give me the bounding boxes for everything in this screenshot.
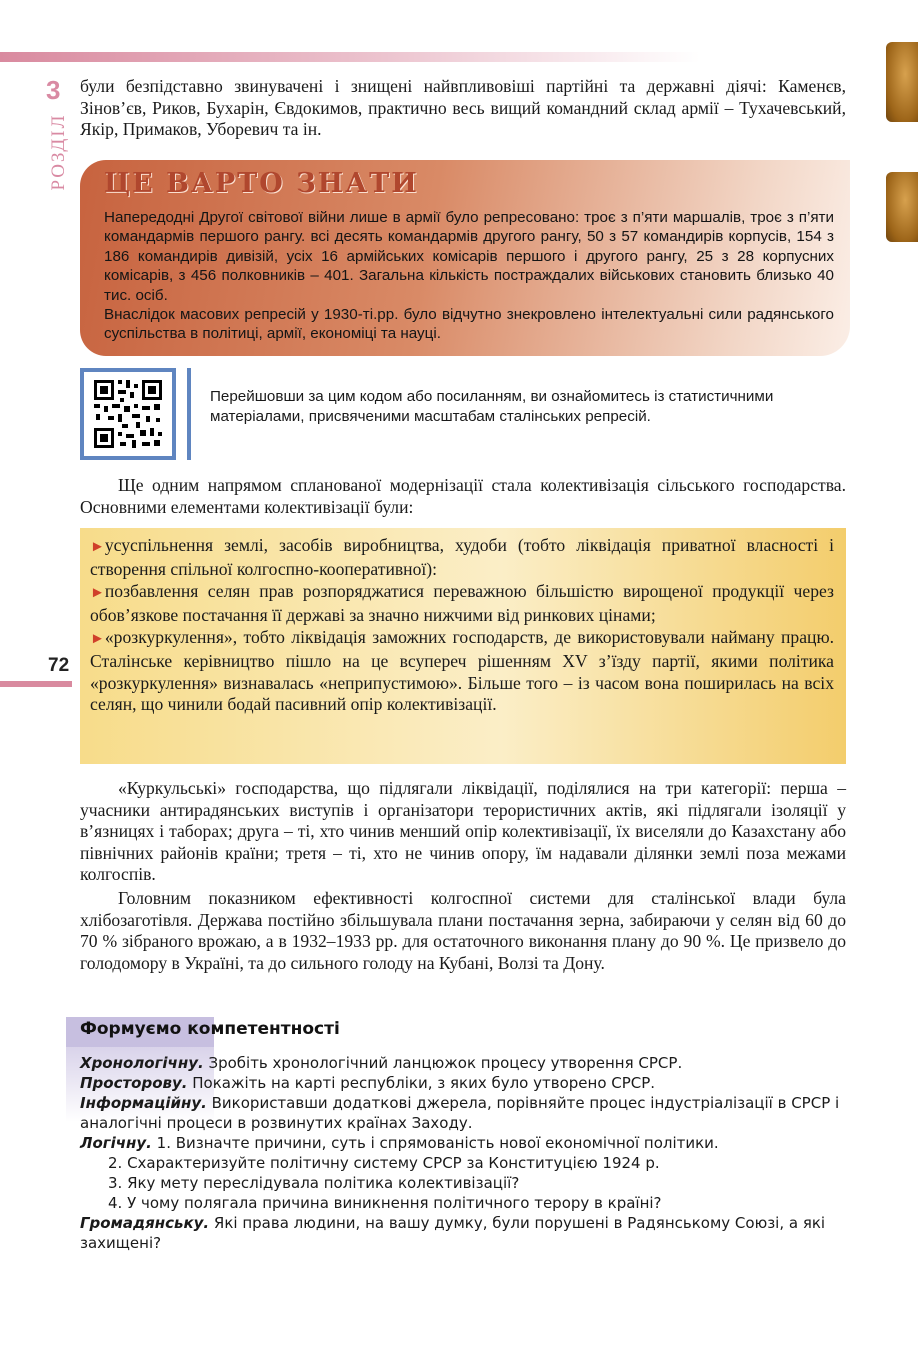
triangle-bullet-icon: ►	[90, 631, 105, 648]
qr-description: Перейшовши за цим кодом або посиланням, ви ознайомитесь із статистичними матеріалами, присвяченими масштабам сталінських репресій.	[210, 388, 774, 425]
qr-code-icon[interactable]	[92, 378, 164, 450]
competency-civic	[80, 1213, 850, 1253]
competency-spatial	[80, 1073, 850, 1093]
note-text-consequences: Внаслідок масових репресій у 1930-ті.рр. було відчутно знекровлено інтелектуальні сили радянського суспільства в політиці, армії, економіці та науці.	[104, 306, 834, 343]
list-item	[90, 627, 834, 715]
note-title: ЦЕ ВАРТО ЗНАТИ	[104, 168, 419, 199]
competency-logical-item: 4. У чому полягала причина виникнення політичного терору в країні?	[108, 1194, 662, 1212]
competency-label: Громадянську.	[80, 1214, 210, 1232]
competency-label: Хронологічну.	[80, 1054, 204, 1072]
competency-chronological	[80, 1053, 850, 1073]
header-decoration-bar	[0, 52, 700, 62]
grain-paragraph: Головним показником ефективності колгоспної системи для сталінської влади була хлібозаготівля. Держава постійно збільшувала плани постачання зерна, забираючи у селян від 60 до 70 % зібраного врожаю, а в 1932–1933 рр. для остаточного виконання плану до 90 %. Це призвело до голодомору в Україні, та до сильного голоду на Кубані, Волзі та Дону.	[80, 888, 846, 973]
section-number: 3	[46, 75, 61, 105]
page-number-bar	[0, 681, 72, 687]
competency-task: Покажіть на карті республіки, з яких було утворено СРСР.	[187, 1074, 656, 1092]
competency-task: Які права людини, на вашу думку, були порушені в Радянському Союзі, а які захищені?	[80, 1214, 826, 1252]
parchment-decoration-top	[886, 42, 918, 122]
list-item	[90, 581, 834, 626]
intro-paragraph: були безпідставно звинувачені і знищені найвпливовіші партійні та державні діячі: Каменєв, Зінов’єв, Риков, Бухарін, Євдокимов, практично весь вищий командний склад армії – Тухачевський, Якір, Примаков, Уборевич та ін.	[80, 76, 846, 140]
page-number	[0, 655, 72, 685]
competency-label: Просторову.	[80, 1074, 188, 1092]
competency-task: Використавши додаткові джерела, порівняйте процес індустріалізації в СРСР і аналогічні процеси в розвинутих країнах Заходу.	[80, 1094, 840, 1132]
section-word: РОЗДІЛ	[48, 113, 69, 191]
list-item	[90, 535, 834, 580]
competency-logical-item: 2. Схарактеризуйте політичну систему СРСР за Конституцією 1924 р.	[108, 1154, 660, 1172]
section-label	[44, 75, 76, 191]
competency-task: 1. Визначте причини, суть і спрямованість нової економічної політики.	[151, 1134, 719, 1152]
list-item-text: усуспільнення землі, засобів виробництва, худоби (тобто ліквідація приватної власності і створення спільної колгоспно-кооперативної):	[90, 535, 834, 579]
competency-informational	[80, 1093, 850, 1133]
competency-label: Логічну.	[80, 1134, 152, 1152]
triangle-bullet-icon: ►	[90, 539, 105, 555]
collectivization-elements-list	[90, 535, 834, 717]
competencies-heading: Формуємо компетентності	[80, 1019, 340, 1039]
list-item-text: «розкуркулення», тобто ліквідація заможних господарств, де використовували найману працю. Сталінське керівництво пішло на це всупереч рішенням XV з’їзду партії, якими політика «розкуркулення» визнавалась «неприпустимою». Більше того – із часом вона поширилась на всіх селян, що чинили бодай пасивний опір колективізації.	[90, 627, 834, 715]
note-text	[104, 208, 834, 344]
competency-logical-item: 3. Яку мету переслідувала політика колективізації?	[108, 1174, 520, 1192]
parchment-decoration-bottom	[886, 172, 918, 242]
note-text-repressions: Напередодні Другої світової війни лише в армії було репресовано: троє з п’яти маршалів, троє з п’яти командармів першого рангу. всі десять командармів другого рангу, 50 з 57 командирів корпусів, 154 з 186 командирів дивізій, усіх 16 армійських комісарів першого і другого рангу, 25 з 28 корпусних комісарів, з 456 полковників – 401. Загальна кількість постраждалих військових становить близько 40 тис. осіб.	[104, 209, 834, 304]
competency-logical	[80, 1133, 850, 1153]
competency-label: Інформаційну.	[80, 1094, 207, 1112]
qr-code-frame[interactable]	[80, 368, 176, 460]
competency-task: Зробіть хронологічний ланцюжок процесу утворення СРСР.	[203, 1054, 683, 1072]
list-item-text: позбавлення селян прав розпоряджатися переважною більшістю вирощеної продукції через обов’язкове постачання її державі за значно нижчими від ринкових цінами;	[90, 581, 834, 625]
collectivization-intro: Ще одним напрямом спланованої модернізації стала колективізація сільського господарства. Основними елементами колективізації були:	[80, 475, 846, 517]
triangle-bullet-icon: ►	[90, 585, 105, 602]
kulak-paragraph: «Куркульські» господарства, що підлягали ліквідації, поділялися на три категорії: перша – учасники антирадянських виступів і організатори терористичних актів, які підлягали ізоляції у в’язницях і таборах; друга – ті, хто чинив менший опір колективізації, їх виселяли до Казахстану або північних районів країни; третя – ті, хто не чинив опору, їм надавали ділянки землі поза межами колгоспів.	[80, 778, 846, 885]
qr-divider-line	[187, 368, 191, 460]
page-number-text: 72	[48, 655, 70, 676]
